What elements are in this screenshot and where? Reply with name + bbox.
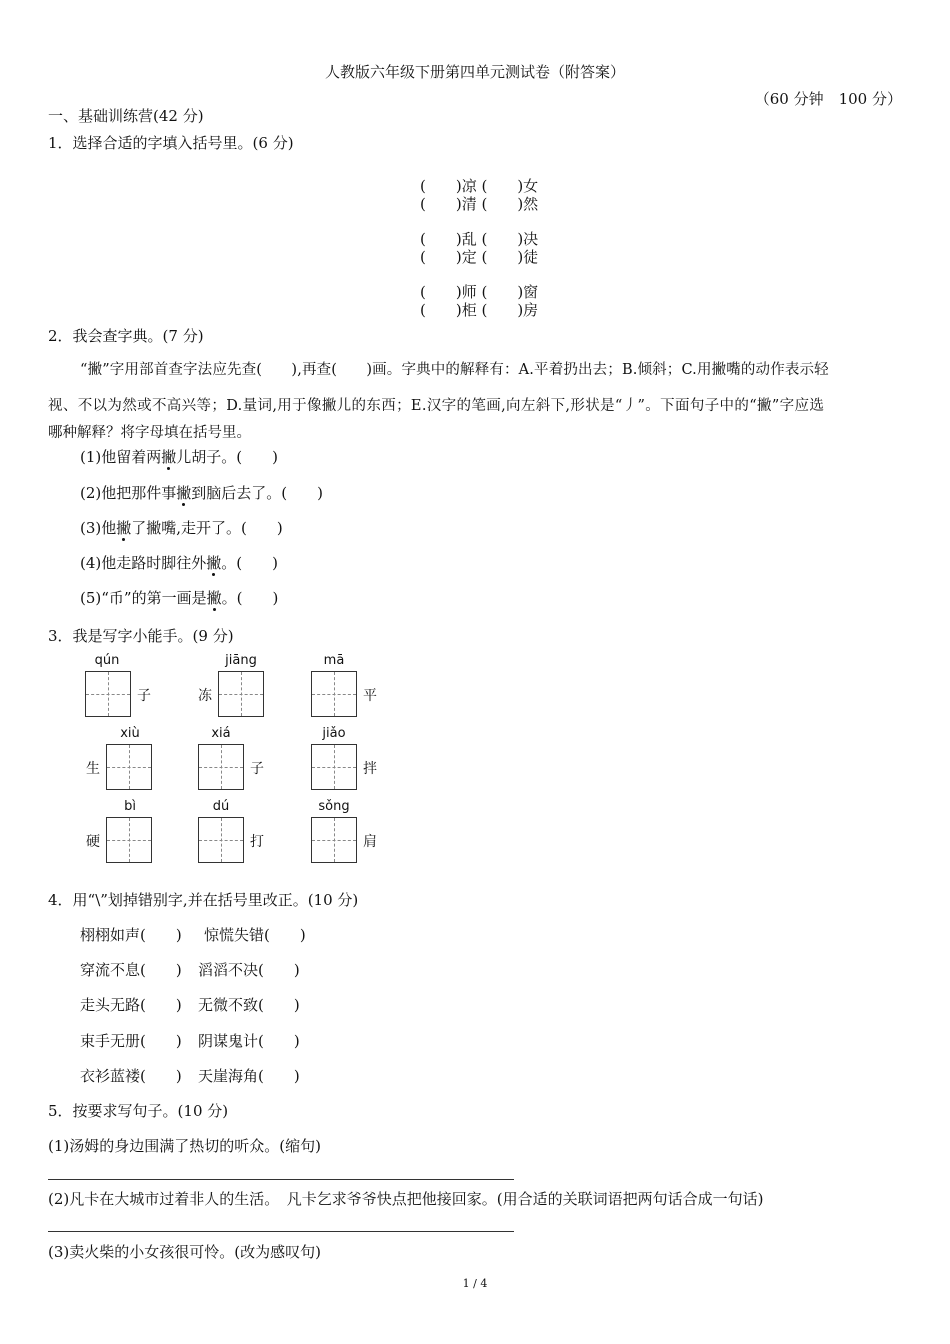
question-4-title: 4．用“\”划掉错别字,并在括号里改正。(10 分)	[48, 891, 359, 909]
context-char: 子	[250, 761, 264, 777]
question-3-title: 3．我是写字小能手。(9 分)	[48, 627, 234, 645]
q2-item: (2)他把那件事撇到脑后去了。( )	[80, 484, 323, 502]
pinyin: bì	[124, 799, 136, 814]
q2-item: (3)他撇了撇嘴,走开了。( )	[80, 519, 283, 537]
q4-item: 走头无路( )	[80, 996, 182, 1014]
q1-line: ( )乱 ( )决	[420, 230, 539, 248]
q2-paragraph-line: 视、不以为然或不高兴等；D.量词,用于像撇儿的东西；E.汉字的笔画,向左斜下,形状是“丿”。下面句子中的“撇”字应选	[48, 398, 825, 414]
q2-paragraph-line: 哪种解释？将字母填在括号里。	[48, 425, 251, 441]
q2-item: (4)他走路时脚往外撇。( )	[80, 554, 278, 572]
dotted-char: 撇	[161, 448, 177, 466]
writing-grid-box[interactable]	[311, 817, 357, 863]
pinyin: jiǎo	[322, 726, 346, 741]
pinyin: xiá	[211, 726, 231, 741]
q4-item: 栩栩如声( )	[80, 926, 182, 944]
q5-item: (1)汤姆的身边围满了热切的听众。(缩句)	[48, 1137, 321, 1155]
writing-grid-box[interactable]	[311, 744, 357, 790]
dotted-char: 撇	[116, 519, 132, 537]
pinyin: dú	[212, 799, 230, 814]
context-char: 打	[250, 834, 264, 850]
time-score: （60 分钟 100 分）	[754, 90, 902, 108]
q1-line: ( )定 ( )徒	[420, 248, 539, 266]
context-char: 拌	[363, 761, 377, 777]
writing-grid-box[interactable]	[106, 817, 152, 863]
q4-item: 束手无册( )	[80, 1032, 182, 1050]
q2-paragraph-line: “撇”字用部首查字法应先查( ),再查( )画。字典中的解释有：A.平着扔出去；B.倾斜；C.用撇嘴的动作表示轻	[80, 362, 829, 378]
q4-item: 无微不致( )	[198, 996, 300, 1014]
pinyin: qún	[94, 653, 120, 668]
context-char: 冻	[198, 688, 212, 704]
question-2-title: 2．我会查字典。(7 分)	[48, 327, 204, 345]
question-5-title: 5．按要求写句子。(10 分)	[48, 1102, 229, 1120]
question-1-title: 1．选择合适的字填入括号里。(6 分)	[48, 134, 294, 152]
page-number: 1 / 4	[462, 1277, 488, 1290]
pinyin: sǒng	[318, 799, 350, 814]
dotted-char: 撇	[176, 484, 192, 502]
q4-item: 穿流不息( )	[80, 961, 182, 979]
pinyin: xiù	[120, 726, 140, 741]
q1-line: ( )清 ( )然	[420, 195, 539, 213]
writing-grid-box[interactable]	[218, 671, 264, 717]
writing-grid-box[interactable]	[198, 744, 244, 790]
writing-grid-box[interactable]	[311, 671, 357, 717]
dotted-char: 撇	[206, 589, 222, 607]
context-char: 硬	[86, 834, 100, 850]
q1-line: ( )柜 ( )房	[420, 301, 539, 319]
context-char: 肩	[363, 834, 377, 850]
q4-item: 天崖海角( )	[198, 1067, 300, 1085]
context-char: 生	[86, 761, 100, 777]
writing-grid-box[interactable]	[85, 671, 131, 717]
context-char: 平	[363, 688, 377, 704]
pinyin: jiāng	[225, 653, 257, 668]
q5-item: (2)凡卡在大城市过着非人的生活。 凡卡乞求爷爷快点把他接回家。(用合适的关联词语把两句话合成一句话)	[48, 1190, 764, 1208]
q4-item: 衣衫蓝褛( )	[80, 1067, 182, 1085]
q1-line: ( )师 ( )窗	[420, 283, 539, 301]
section-heading: 一、基础训练营(42 分)	[48, 107, 204, 125]
context-char: 子	[137, 688, 151, 704]
q4-item: 阴谋鬼计( )	[198, 1032, 300, 1050]
q2-item: (1)他留着两撇儿胡子。( )	[80, 448, 278, 466]
q1-line: ( )凉 ( )女	[420, 177, 539, 195]
answer-line[interactable]	[48, 1179, 514, 1180]
dotted-char: 撇	[206, 554, 222, 572]
writing-grid-box[interactable]	[106, 744, 152, 790]
q4-item: 惊慌失错( )	[204, 926, 306, 944]
q5-item: (3)卖火柴的小女孩很可怜。(改为感叹句)	[48, 1243, 321, 1261]
q2-item: (5)“币”的第一画是撇。( )	[80, 589, 279, 607]
q4-item: 滔滔不决( )	[198, 961, 300, 979]
writing-grid-box[interactable]	[198, 817, 244, 863]
answer-line[interactable]	[48, 1231, 514, 1232]
pinyin: mā	[323, 653, 345, 668]
page-title: 人教版六年级下册第四单元测试卷（附答案）	[324, 63, 625, 81]
